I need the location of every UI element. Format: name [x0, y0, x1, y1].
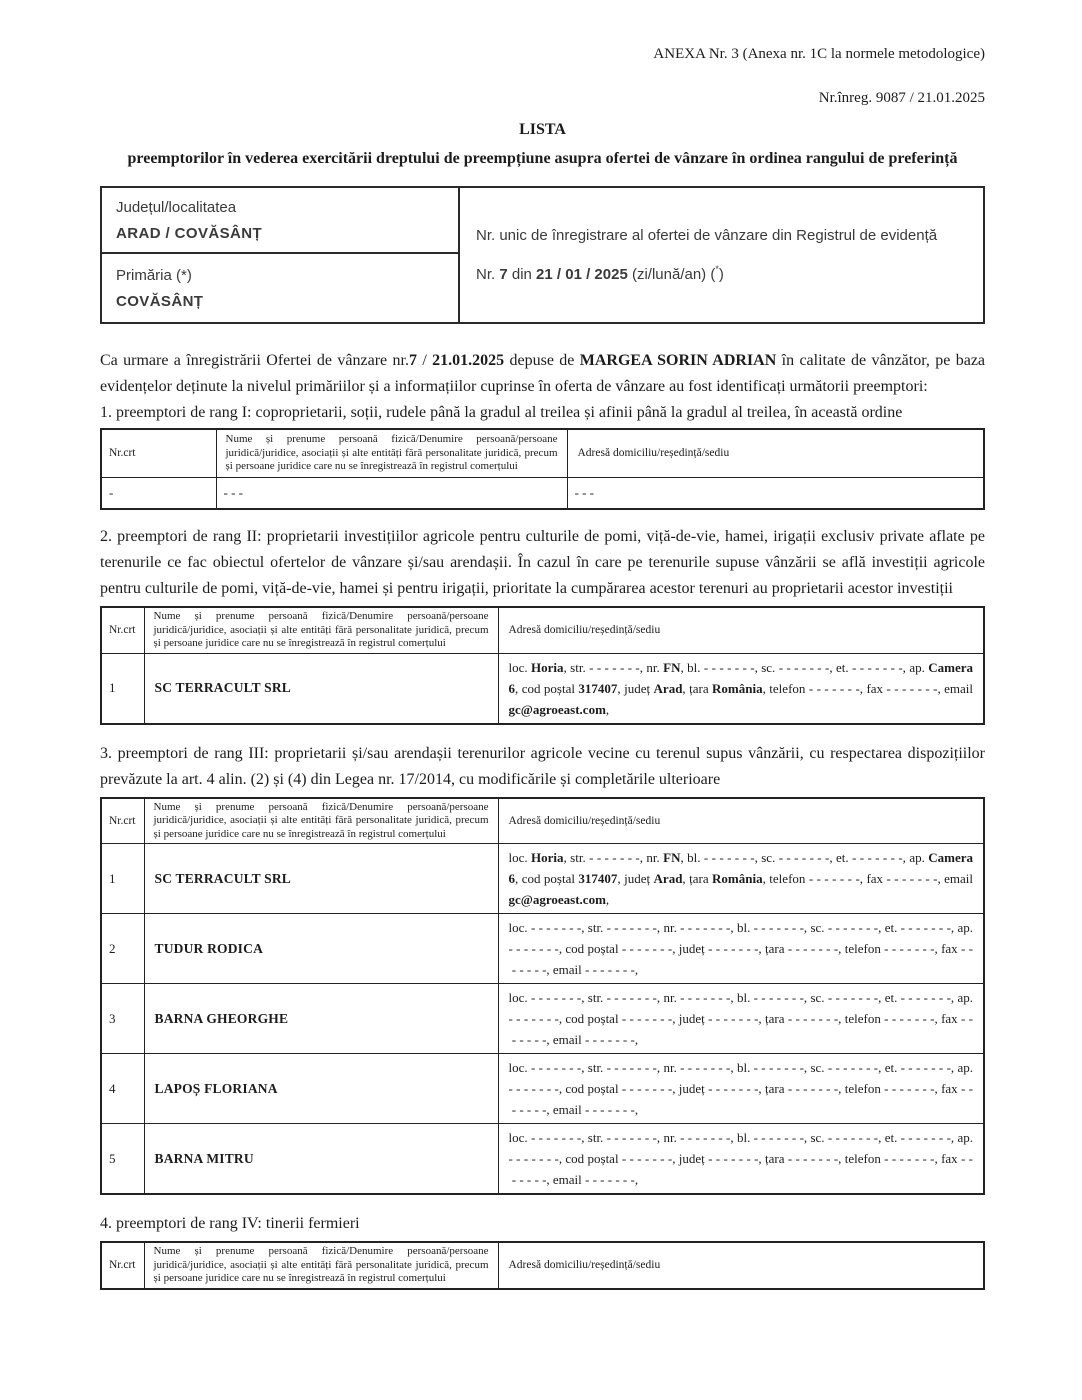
col-address-header: Adresă domiciliu/reședință/sediu [567, 429, 984, 477]
document-title: LISTA [519, 121, 566, 138]
row-number-cell: 2 [101, 914, 144, 984]
preemptor-address: loc. Horia, str. - - - - - - -, nr. FN, bl. - - - - - - -, sc. - - - - - - -, et. - - - - - - -, ap. Camera 6, cod poștal 317407, județ Arad, țara România, telefon - - - - - - -, fax - - - - - - -, email gc@agroeast.com, [498, 844, 984, 914]
preemptor-address: loc. - - - - - - -, str. - - - - - - -, nr. - - - - - - -, bl. - - - - - - -, sc. - - - - - - -, et. - - - - - - -, ap. - - - - - - -, cod poștal - - - - - - -, județ - - - - - - -, țara - - - - - - -, telefon - - - - - - -, fax - - - - - - -, email - - - - - - -, [498, 914, 984, 984]
table-header-row [101, 798, 984, 844]
table-row [101, 984, 984, 1054]
table-row [101, 477, 984, 509]
rank3-table [100, 797, 985, 1196]
table-header-row [101, 1242, 984, 1289]
col-nr-header: Nr.crt [101, 607, 144, 653]
preemptor-address: loc. - - - - - - -, str. - - - - - - -, nr. - - - - - - -, bl. - - - - - - -, sc. - - - - - - -, et. - - - - - - -, ap. - - - - - - -, cod poștal - - - - - - -, județ - - - - - - -, țara - - - - - - -, telefon - - - - - - -, fax - - - - - - -, email - - - - - - -, [498, 1124, 984, 1195]
row-number-cell: 4 [101, 1054, 144, 1124]
preemptor-name: LAPOȘ FLORIANA [144, 1054, 498, 1124]
unique-registration-cell [459, 187, 984, 323]
preemptor-address: loc. - - - - - - -, str. - - - - - - -, nr. - - - - - - -, bl. - - - - - - -, sc. - - - - - - -, et. - - - - - - -, ap. - - - - - - -, cod poștal - - - - - - -, județ - - - - - - -, țara - - - - - - -, telefon - - - - - - -, fax - - - - - - -, email - - - - - - -, [498, 984, 984, 1054]
col-name-header: Nume și prenume persoană fizică/Denumire persoană/persoane juridică/juridice, asociații și alte entități fără personalitate juridică, precum și persoane juridice care nu se înregistrează în registrul comerțului [144, 798, 498, 844]
county-label: Județul/localitatea [116, 198, 237, 216]
table-row [101, 914, 984, 984]
preemptor-name: SC TERRACULT SRL [144, 653, 498, 724]
preemptor-name: BARNA GHEORGHE [144, 984, 498, 1054]
anexa-reference: ANEXA Nr. 3 (Anexa nr. 1C la normele metodologice) [653, 46, 985, 62]
rank4-table [100, 1241, 985, 1290]
registration-info-table [100, 186, 985, 324]
row-number-cell: 3 [101, 984, 144, 1054]
preemptor-address: loc. Horia, str. - - - - - - -, nr. FN, bl. - - - - - - -, sc. - - - - - - -, et. - - - - - - -, ap. Camera 6, cod poștal 317407, județ Arad, țara România, telefon - - - - - - -, fax - - - - - - -, email gc@agroeast.com, [498, 653, 984, 724]
row-number-cell: 1 [101, 653, 144, 724]
table-header-row [101, 607, 984, 653]
row-number-cell: 1 [101, 844, 144, 914]
county-cell [101, 187, 459, 253]
preemptor-name: TUDUR RODICA [144, 914, 498, 984]
document-subtitle: preemptorilor în vederea exercitării dreptului de preempțiune asupra ofertei de vânzare în ordinea rangului de preferință [127, 150, 958, 167]
col-name-header: Nume și prenume persoană fizică/Denumire persoană/persoane juridică/juridice, asociații și alte entități fără personalitate juridică, precum și persoane juridice care nu se înregistrează în registrul comerțului [144, 607, 498, 653]
rank4-section-intro: 4. preemptori de rang IV: tinerii fermieri [100, 1215, 360, 1232]
registration-number-value: Nr. 7 din 21 / 01 / 2025 (zi/lună/an) (*) [476, 263, 724, 283]
col-nr-header: Nr.crt [101, 1242, 144, 1289]
unique-registration-label: Nr. unic de înregistrare al ofertei de vânzare din Registrul de evidență [476, 226, 938, 244]
col-address-header: Adresă domiciliu/reședință/sediu [498, 1242, 984, 1289]
preemptor-address: loc. - - - - - - -, str. - - - - - - -, nr. - - - - - - -, bl. - - - - - - -, sc. - - - - - - -, et. - - - - - - -, ap. - - - - - - -, cod poștal - - - - - - -, județ - - - - - - -, țara - - - - - - -, telefon - - - - - - -, fax - - - - - - -, email - - - - - - -, [498, 1054, 984, 1124]
preemptor-address: - - - [567, 477, 984, 509]
primaria-cell [101, 253, 459, 323]
table-row [101, 1124, 984, 1195]
col-name-header: Nume și prenume persoană fizică/Denumire persoană/persoane juridică/juridice, asociații și alte entități fără personalitate juridică, precum și persoane juridice care nu se înregistrează în registrul comerțului [216, 429, 567, 477]
col-address-header: Adresă domiciliu/reședință/sediu [498, 607, 984, 653]
primaria-label: Primăria (*) [116, 266, 192, 284]
table-header-row [101, 429, 984, 477]
rank1-section-intro: 1. preemptori de rang I: coproprietarii, soții, rudele până la gradul al treilea și afinii până la gradul al treilea, în această ordine [100, 404, 903, 421]
rank2-table [100, 606, 985, 725]
rank3-section-intro: 3. preemptori de rang III: proprietarii și/sau arendașii terenurilor agricole vecine cu terenul supus vânzării, cu respectarea dispozițiilor prevăzute la art. 4 alin. (2) și (4) din Legea nr. 17/2014, cu modificările și completările ulterioare [100, 744, 985, 788]
col-address-header: Adresă domiciliu/reședință/sediu [498, 798, 984, 844]
row-number-cell: 5 [101, 1124, 144, 1195]
table-row [101, 1054, 984, 1124]
preemptor-name: - - - [216, 477, 567, 509]
table-row [101, 653, 984, 724]
row-number-cell: - [101, 477, 216, 509]
col-nr-header: Nr.crt [101, 798, 144, 844]
table-row [101, 844, 984, 914]
rank1-table [100, 428, 985, 510]
rank2-section-intro: 2. preemptori de rang II: proprietarii investițiilor agricole pentru culturile de pomi, viță-de-vie, hamei, irigații exclusiv private aflate pe terenurile ce fac obiectul ofertelor de vânzare și/sau arendașii. În cazul în care pe terenurile supuse vânzării se află investiții agricole pentru culturile de pomi, viță-de-vie, hamei și pentru irigații, prioritate la cumpărarea acestor terenuri au proprietarii acestor investiții [100, 528, 985, 597]
col-nr-header: Nr.crt [101, 429, 216, 477]
col-name-header: Nume și prenume persoană fizică/Denumire persoană/persoane juridică/juridice, asociații și alte entități fără personalitate juridică, precum și persoane juridice care nu se înregistrează în registrul comerțului [144, 1242, 498, 1289]
county-value: ARAD / COVĂSÂNȚ [116, 224, 263, 242]
preemptor-name: SC TERRACULT SRL [144, 844, 498, 914]
primaria-value: COVĂSÂNȚ [116, 292, 204, 310]
registration-number-line: Nr.înreg. 9087 / 21.01.2025 [818, 90, 985, 106]
intro-paragraph: Ca urmare a înregistrării Ofertei de vânzare nr.7 / 21.01.2025 depuse de MARGEA SORIN ADRIAN în calitate de vânzător, pe baza evidențelor deținute la nivelul primăriilor și a informațiilor cuprinse în oferta de vânzare au fost identificați următorii preemptori: [100, 352, 986, 395]
preemptor-name: BARNA MITRU [144, 1124, 498, 1195]
